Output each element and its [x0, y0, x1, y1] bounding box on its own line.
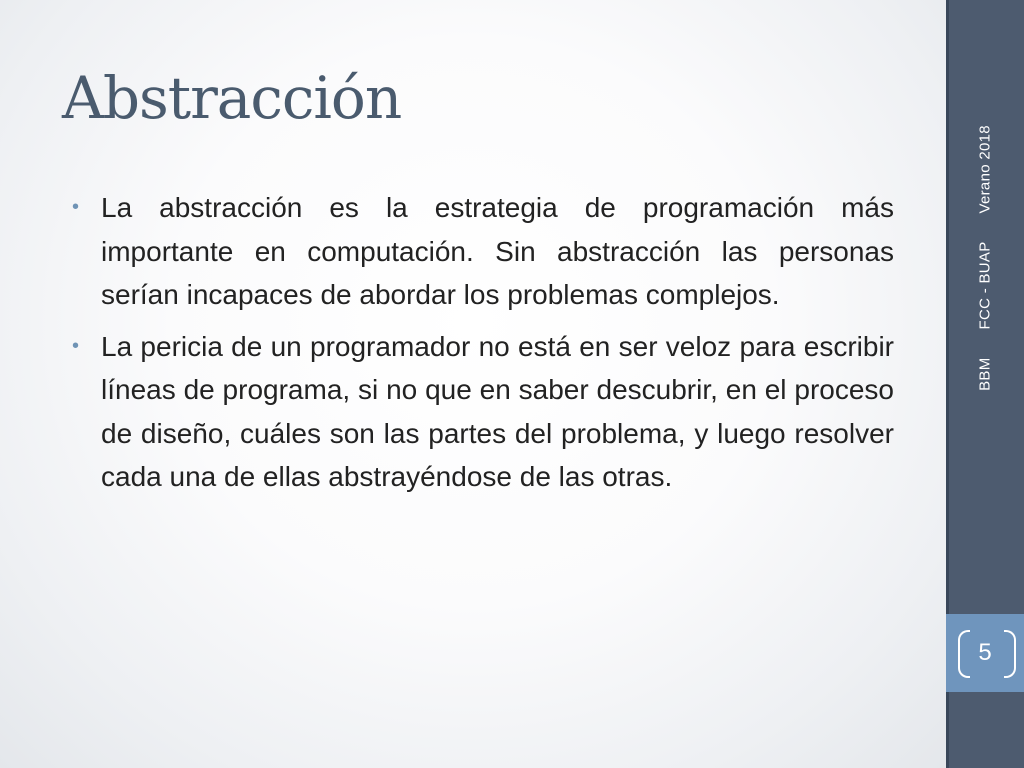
- bullet-marker-icon: •: [72, 196, 80, 218]
- slide-title: Abstracción: [62, 64, 402, 132]
- bullet-item: [70, 186, 894, 317]
- bullet-text: La abstracción es la estrategia de programación más importante en computación. Sin abstracción las personas serían incapaces de abordar los problemas complejos.: [101, 192, 894, 310]
- footer-date: Verano 2018: [976, 125, 994, 214]
- footer-org: FCC - BUAP: [976, 241, 994, 330]
- bullet-text: La pericia de un programador no está en ser veloz para escribir líneas de programa, si no que en saber descubrir, en el proceso de diseño, cuáles son las partes del problema, y luego resolver cada una de ellas abstrayéndose de las otras.: [101, 330, 894, 492]
- bullet-marker-icon: •: [72, 334, 80, 357]
- bullet-list: [70, 186, 894, 507]
- footer-text: [977, 125, 994, 391]
- bullet-item: [70, 325, 894, 499]
- footer-author: BBM: [976, 357, 994, 391]
- page-number: 5: [978, 639, 992, 666]
